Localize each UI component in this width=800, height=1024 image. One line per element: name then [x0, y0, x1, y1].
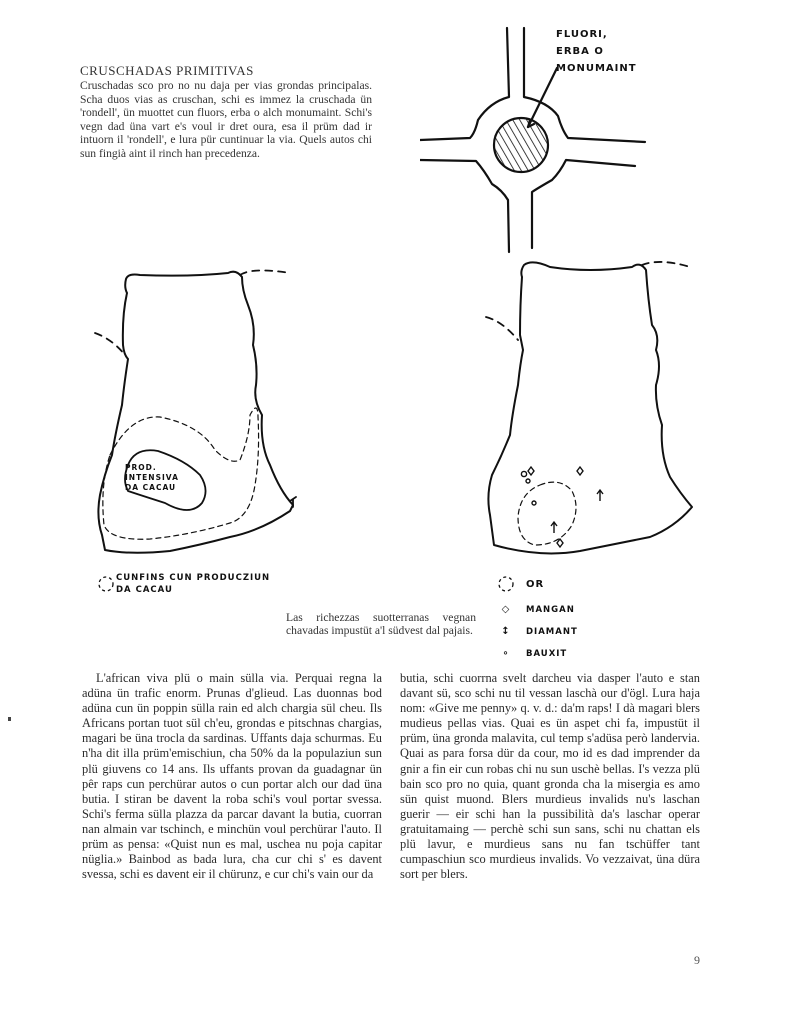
legend-label: MANGAN	[526, 604, 575, 615]
legend-row-gold	[498, 572, 544, 596]
cocoa-legend-label	[116, 572, 270, 596]
label-line: DA CACAU	[116, 585, 173, 595]
legend-label: BAUXIT	[526, 648, 568, 659]
cocoa-map-icon	[90, 255, 310, 565]
roundabout-label-line: MONUMAINT	[556, 63, 637, 74]
legend-label: OR	[526, 578, 545, 590]
label-line: DA CACAU	[125, 483, 177, 492]
legend-row-manganese	[498, 604, 575, 615]
arrow-icon: ↕	[501, 626, 511, 637]
body-column-left: L'african viva plü o main sülla via. Perquai regna la adüna ün trafic enorm. Prunas d'glieud. Las duonnas bod adüna cun ün poppin sülla rain ed alch chargia sül cheu. Ils Africans portan tuot sül ch'eu, grondas e pitschnas chargias, magari be üna trocla da sardinas. Uffants daja schurmas. Eu n'ha dit illa prüm'emischiun, cha 50% da la populaziun sun plü giuvens co 14 ans. Ils uffants provan da guadagnar ün pêr raps cun perchürar autos o cun portar alch our dad üna butia. I stiran be davent la roba schi's voul portar svessa. Schi's ferma sülla plazza da parcar davant la butia, cuorran nan almain var tschinch, e minchün voul perchürar l'auto. Il prüm as pensa: «Quist nun es mal, uschea nu poja capitar nüglia.» Bainbod as bada lura, cha cur chi s' es davent svessa, schi es davent eir il chürunz, e cur chi's vain our da	[82, 671, 382, 882]
page-number: 9	[694, 953, 700, 967]
diamond-icon: ◇	[501, 604, 511, 615]
legend-row-bauxite	[498, 648, 567, 659]
legend-row-diamond	[498, 626, 578, 637]
roundabout-label-line: ERBA O	[556, 46, 604, 57]
small-circle-icon: ∘	[502, 648, 510, 659]
legend-label: DIAMANT	[526, 626, 578, 637]
dashed-circle-icon	[98, 572, 114, 596]
roundabout-label	[556, 26, 637, 77]
minerals-map-icon	[480, 255, 700, 565]
label-line: CUNFINS CUN PRODUCZIUN	[116, 573, 271, 583]
label-line: PROD.	[125, 463, 157, 472]
intensive-cocoa-label	[125, 463, 179, 493]
margin-speck	[8, 717, 11, 721]
body-column-right: butia, schi cuorrna svelt darcheu via dasper l'auto e stan davant sü, sco schi nu til vessan laschà our d'ögl. Lura haja nom: «Give me penny» q. v. d.: da'm raps! I dà magari blers mudieus pellas vias. Quai es ün aspet chi fa, impustüt il prüm, üna gronda malavita, cul temp s'adüsa però landervia. Quai as para forsa dür da cour, mo id es dad imprender da gnir a fin eir cun robas chi nu sun uschè bellas. I's vezza plü bain sco pro no quia, quant gronda cha la misergia es amo sün quist muond. Blers murdieus invalids nu's laschan guerir — eir schi han la pussibilità da's laschar operar gratuitamaing — perchè schi sun sans, schi nu chattan els plü lavur, e murdieus sans nu fan tschüffer tant cumpaschiun sco murdieus invalids. Vo vezzaivat, üna düra sort per blers.	[400, 671, 700, 882]
roundabout-label-line: FLUORI,	[556, 29, 608, 40]
dashed-circle-icon	[498, 572, 514, 596]
intro-paragraph: Cruschadas sco pro no nu daja per vias grondas principalas. Scha duos vias as cruschan, schi es immez la cruschada ün 'rondell', ün muottet cun fluors, erba o alch monumaint. Schi's vegn dad üna vart e's voul ir dret oura, esa il prüm dad ir intuorn il 'rondell', e lura pür cuntinuar la via. Quels autos chi sun fingià aint il rinch han precedenza.	[80, 79, 372, 160]
section-title: CRUSCHADAS PRIMITIVAS	[80, 63, 254, 78]
figure-caption: Las richezzas suotterranas vegnan chavadas impustüt a'l südvest dal pajais.	[286, 611, 476, 637]
label-line: INTENSIVA	[125, 473, 179, 482]
